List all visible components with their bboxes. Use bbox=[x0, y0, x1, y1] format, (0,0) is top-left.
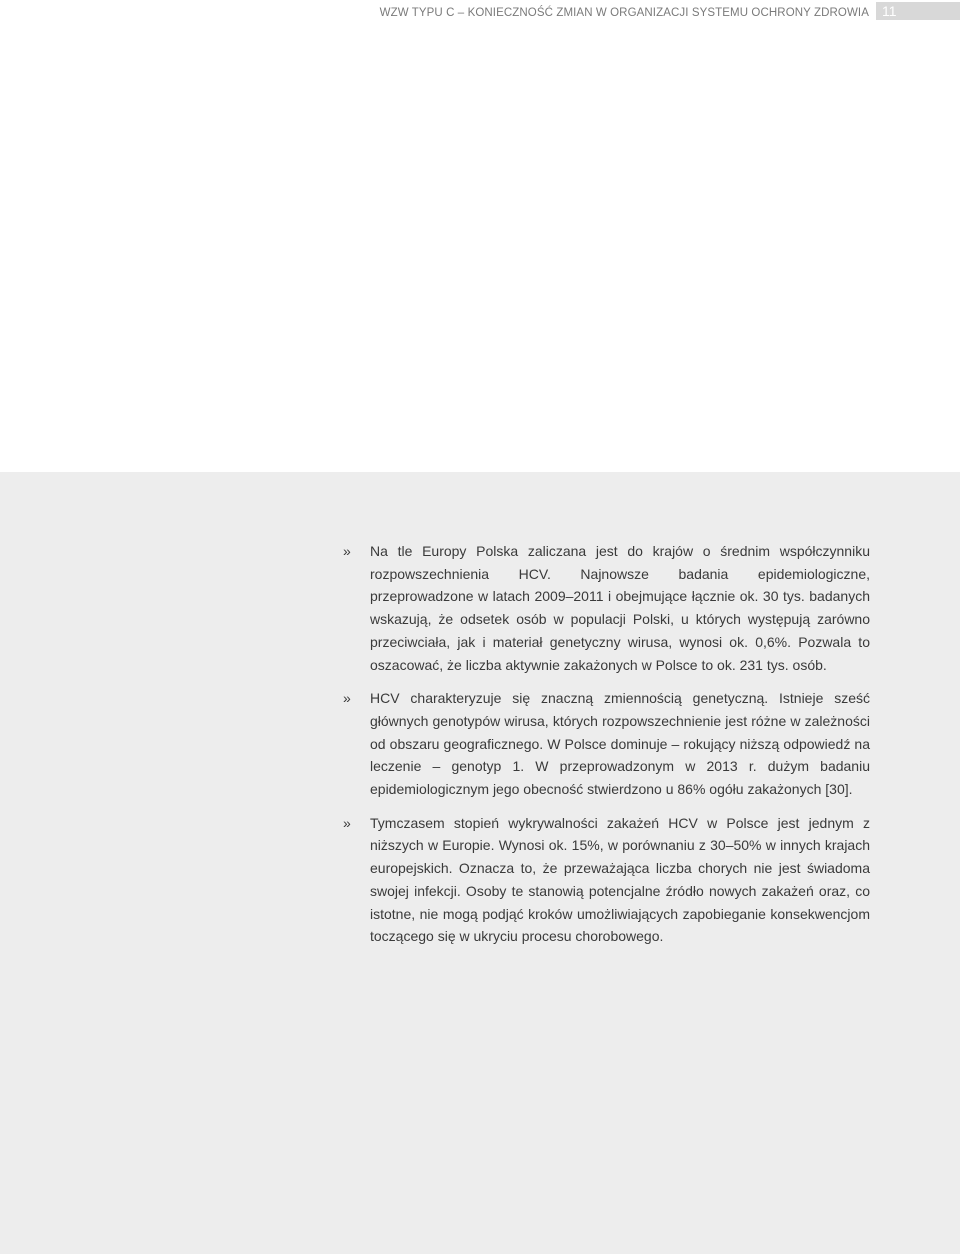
list-item bbox=[343, 812, 870, 948]
bullet-list bbox=[343, 540, 870, 959]
bullet-marker: » bbox=[343, 690, 351, 707]
bullet-marker: » bbox=[343, 814, 351, 831]
list-item bbox=[343, 540, 870, 676]
page-number: 11 bbox=[876, 2, 960, 20]
bullet-marker: » bbox=[343, 543, 351, 559]
page-header bbox=[0, 0, 960, 26]
bullet-text: HCV charakteryzuje się znaczną zmiennością genetyczną. Istnieje sześć głównych genotypów wirusa, których rozpowszechnienie jest różne w zależności od obszaru geograficznego. W Polsce dominuje – rokujący niższą odpowiedź na leczenie – genotyp 1. W przeprowadzonym w 2013 r. dużym badaniu epidemiologicznym jego obecność stwierdzono u 86% ogółu zakażonych [30]. bbox=[370, 690, 870, 798]
bullet-text: Na tle Europy Polska zaliczana jest do krajów o średnim współczynniku rozpowszechnienia HCV. Najnowsze badania epidemiologiczne, przeprowadzone w latach 2009–2011 i obejmujące łącznie ok. 30 tys. badanych wskazują, że odsetek osób w populacji Polski, u których występują zarówno przeciwciała, jak i materiał genetyczny wirusa, wynosi ok. 0,6%. Pozwala to oszacować, że liczba aktywnie zakażonych w Polsce to ok. 231 tys. osób. bbox=[370, 543, 870, 673]
running-header-title: WZW TYPU C – KONIECZNOŚĆ ZMIAN W ORGANIZACJI SYSTEMU OCHRONY ZDROWIA bbox=[379, 7, 869, 19]
list-item bbox=[343, 687, 870, 801]
bullet-text: Tymczasem stopień wykrywalności zakażeń HCV w Polsce jest jednym z niższych w Europie. Wynosi ok. 15%, w porównaniu z 30–50% w innych krajach europejskich. Oznacza to, że przeważająca liczba chorych nie jest świadoma swojej infekcji. Osoby te stanowią potencjalne źródło nowych zakażeń oraz, co istotne, nie mogą podjąć kroków umożliwiających zapobieganie konsekwencjom toczącego się w ukryciu procesu chorobowego. bbox=[370, 814, 870, 945]
